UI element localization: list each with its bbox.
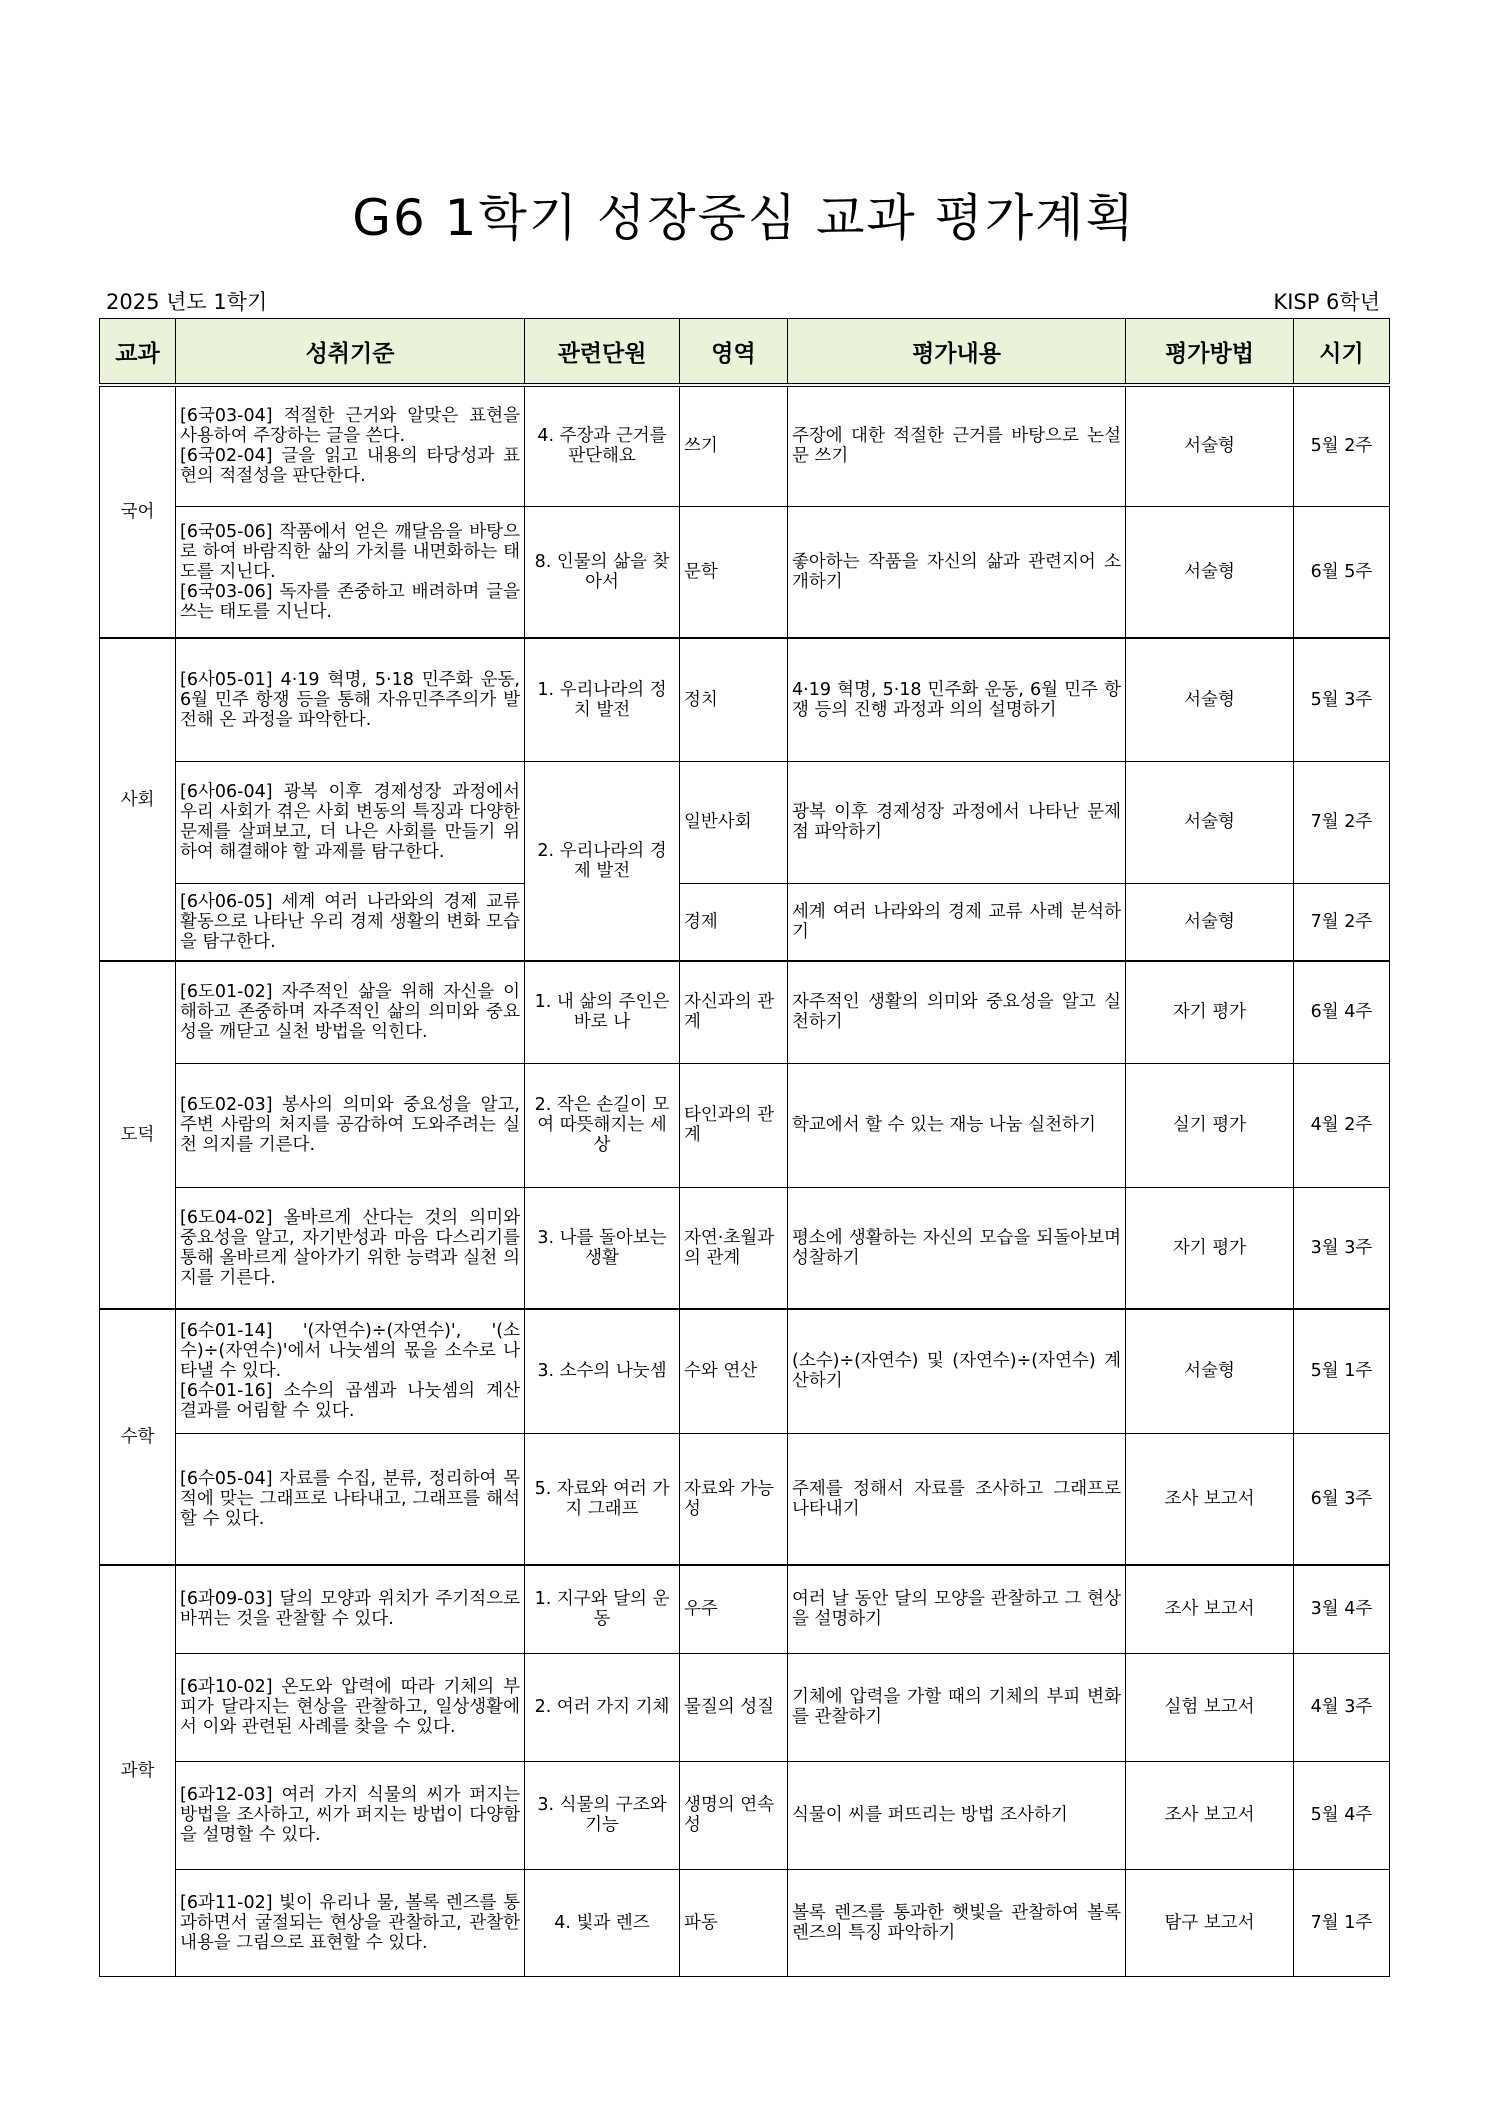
area-cell: 자신과의 관계 [680, 961, 788, 1063]
content-cell: 주장에 대한 적절한 근거를 바탕으로 논설문 쓰기 [788, 385, 1126, 506]
content-cell: 평소에 생활하는 자신의 모습을 되돌아보며 성찰하기 [788, 1187, 1126, 1309]
standard-cell: [6사06-05] 세계 여러 나라와의 경제 교류 활동으로 나타난 우리 경제 생활의 변화 모습을 탐구한다. [176, 883, 525, 961]
content-cell: 학교에서 할 수 있는 재능 나눔 실천하기 [788, 1063, 1126, 1187]
area-cell: 우주 [680, 1565, 788, 1653]
unit-cell: 8. 인물의 삶을 찾아서 [525, 506, 680, 638]
content-cell: 주제를 정해서 자료를 조사하고 그래프로 나타내기 [788, 1433, 1126, 1565]
method-cell: 조사 보고서 [1126, 1565, 1294, 1653]
table-row [100, 1761, 1390, 1869]
standard-cell: [6도02-03] 봉사의 의미와 중요성을 알고, 주변 사람의 처지를 공감하여 도와주려는 실천 의지를 기른다. [176, 1063, 525, 1187]
unit-cell: 3. 나를 돌아보는 생활 [525, 1187, 680, 1309]
method-cell: 서술형 [1126, 638, 1294, 761]
area-cell: 쓰기 [680, 385, 788, 506]
header-content: 평가내용 [788, 319, 1126, 386]
unit-cell: 5. 자료와 여러 가지 그래프 [525, 1433, 680, 1565]
method-cell: 서술형 [1126, 1309, 1294, 1433]
method-cell: 실기 평가 [1126, 1063, 1294, 1187]
method-cell: 서술형 [1126, 506, 1294, 638]
unit-cell: 1. 우리나라의 정치 발전 [525, 638, 680, 761]
table-row [100, 1063, 1390, 1187]
area-cell: 자연·초월과의 관계 [680, 1187, 788, 1309]
area-cell: 생명의 연속성 [680, 1761, 788, 1869]
standard-cell: [6과11-02] 빛이 유리나 물, 볼록 렌즈를 통과하면서 굴절되는 현상을 관찰하고, 관찰한 내용을 그림으로 표현할 수 있다. [176, 1869, 525, 1976]
area-cell: 경제 [680, 883, 788, 961]
area-cell: 타인과의 관계 [680, 1063, 788, 1187]
content-cell: 좋아하는 작품을 자신의 삶과 관련지어 소개하기 [788, 506, 1126, 638]
table-row [100, 883, 1390, 961]
standard-cell: [6사06-04] 광복 이후 경제성장 과정에서 우리 사회가 겪은 사회 변동의 특징과 다양한 문제를 살펴보고, 더 나은 사회를 만들기 위하여 해결해야 할 과제를 탐구한다. [176, 761, 525, 883]
method-cell: 서술형 [1126, 883, 1294, 961]
method-cell: 자기 평가 [1126, 1187, 1294, 1309]
method-cell: 조사 보고서 [1126, 1761, 1294, 1869]
time-cell: 5월 1주 [1294, 1309, 1390, 1433]
standard-cell: [6국03-04] 적절한 근거와 알맞은 표현을 사용하여 주장하는 글을 쓴다. [6국02-04] 글을 읽고 내용의 타당성과 표현의 적절성을 판단한다. [176, 385, 525, 506]
standard-cell: [6도04-02] 올바르게 산다는 것의 의미와 중요성을 알고, 자기반성과 마음 다스리기를 통해 올바르게 살아가기 위한 능력과 실천 의지를 기른다. [176, 1187, 525, 1309]
unit-cell: 3. 식물의 구조와 기능 [525, 1761, 680, 1869]
time-cell: 3월 3주 [1294, 1187, 1390, 1309]
subject-cell: 수학 [100, 1309, 176, 1565]
content-cell: 기체에 압력을 가할 때의 기체의 부피 변화를 관찰하기 [788, 1653, 1126, 1761]
unit-cell: 1. 내 삶의 주인은 바로 나 [525, 961, 680, 1063]
header-method: 평가방법 [1126, 319, 1294, 386]
area-cell: 파동 [680, 1869, 788, 1976]
standard-cell: [6도01-02] 자주적인 삶을 위해 자신을 이해하고 존중하며 자주적인 삶의 의미와 중요성을 깨닫고 실천 방법을 익힌다. [176, 961, 525, 1063]
unit-cell: 3. 소수의 나눗셈 [525, 1309, 680, 1433]
area-cell: 일반사회 [680, 761, 788, 883]
time-cell: 7월 2주 [1294, 761, 1390, 883]
method-cell: 서술형 [1126, 761, 1294, 883]
subject-cell: 사회 [100, 638, 176, 961]
subject-cell: 과학 [100, 1565, 176, 1976]
area-cell: 정치 [680, 638, 788, 761]
table-row [100, 638, 1390, 761]
content-cell: 자주적인 생활의 의미와 중요성을 알고 실천하기 [788, 961, 1126, 1063]
time-cell: 4월 3주 [1294, 1653, 1390, 1761]
table-row [100, 1187, 1390, 1309]
content-cell: 여러 날 동안 달의 모양을 관찰하고 그 현상을 설명하기 [788, 1565, 1126, 1653]
area-cell: 수와 연산 [680, 1309, 788, 1433]
evaluation-plan-table [99, 318, 1390, 1977]
time-cell: 7월 2주 [1294, 883, 1390, 961]
table-row [100, 1869, 1390, 1976]
method-cell: 서술형 [1126, 385, 1294, 506]
standard-cell: [6수05-04] 자료를 수집, 분류, 정리하여 목적에 맞는 그래프로 나타내고, 그래프를 해석할 수 있다. [176, 1433, 525, 1565]
area-cell: 물질의 성질 [680, 1653, 788, 1761]
time-cell: 6월 4주 [1294, 961, 1390, 1063]
standard-cell: [6과09-03] 달의 모양과 위치가 주기적으로 바뀌는 것을 관찰할 수 있다. [176, 1565, 525, 1653]
semester-label: 2025 년도 1학기 [106, 290, 268, 314]
area-cell: 문학 [680, 506, 788, 638]
table-row [100, 506, 1390, 638]
time-cell: 4월 2주 [1294, 1063, 1390, 1187]
table-row [100, 1653, 1390, 1761]
table-row [100, 761, 1390, 883]
method-cell: 자기 평가 [1126, 961, 1294, 1063]
table-row [100, 1433, 1390, 1565]
unit-cell: 2. 작은 손길이 모여 따뜻해지는 세상 [525, 1063, 680, 1187]
time-cell: 6월 3주 [1294, 1433, 1390, 1565]
subject-cell: 국어 [100, 385, 176, 638]
standard-cell: [6과10-02] 온도와 압력에 따라 기체의 부피가 달라지는 현상을 관찰하고, 일상생활에서 이와 관련된 사례를 찾을 수 있다. [176, 1653, 525, 1761]
table-row [100, 961, 1390, 1063]
time-cell: 6월 5주 [1294, 506, 1390, 638]
standard-cell: [6과12-03] 여러 가지 식물의 씨가 퍼지는 방법을 조사하고, 씨가 퍼지는 방법이 다양함을 설명할 수 있다. [176, 1761, 525, 1869]
content-cell: 4·19 혁명, 5·18 민주화 운동, 6월 민주 항쟁 등의 진행 과정과 의의 설명하기 [788, 638, 1126, 761]
method-cell: 탐구 보고서 [1126, 1869, 1294, 1976]
content-cell: 식물이 씨를 퍼뜨리는 방법 조사하기 [788, 1761, 1126, 1869]
time-cell: 7월 1주 [1294, 1869, 1390, 1976]
method-cell: 실험 보고서 [1126, 1653, 1294, 1761]
content-cell: 볼록 렌즈를 통과한 햇빛을 관찰하여 볼록 렌즈의 특징 파악하기 [788, 1869, 1126, 1976]
header-standard: 성취기준 [176, 319, 525, 386]
time-cell: 5월 4주 [1294, 1761, 1390, 1869]
subject-cell: 도덕 [100, 961, 176, 1309]
header-area: 영역 [680, 319, 788, 386]
page-title: G6 1학기 성장중심 교과 평가계획 [352, 189, 1136, 247]
method-cell: 조사 보고서 [1126, 1433, 1294, 1565]
table-row [100, 1565, 1390, 1653]
header-time: 시기 [1294, 319, 1390, 386]
area-cell: 자료와 가능성 [680, 1433, 788, 1565]
content-cell: 광복 이후 경제성장 과정에서 나타난 문제점 파악하기 [788, 761, 1126, 883]
standard-cell: [6사05-01] 4·19 혁명, 5·18 민주화 운동, 6월 민주 항쟁 등을 통해 자유민주주의가 발전해 온 과정을 파악한다. [176, 638, 525, 761]
content-cell: 세계 여러 나라와의 경제 교류 사례 분석하기 [788, 883, 1126, 961]
time-cell: 5월 3주 [1294, 638, 1390, 761]
unit-cell: 2. 우리나라의 경제 발전 [525, 761, 680, 961]
table-row [100, 1309, 1390, 1433]
time-cell: 3월 4주 [1294, 1565, 1390, 1653]
content-cell: (소수)÷(자연수) 및 (자연수)÷(자연수) 계산하기 [788, 1309, 1126, 1433]
time-cell: 5월 2주 [1294, 385, 1390, 506]
school-grade-label: KISP 6학년 [1273, 290, 1380, 314]
header-row [100, 319, 1390, 386]
standard-cell: [6수01-14] '(자연수)÷(자연수)', '(소수)÷(자연수)'에서 나눗셈의 몫을 소수로 나타낼 수 있다. [6수01-16] 소수의 곱셈과 나눗셈의 계산 결과를 어림할 수 있다. [176, 1309, 525, 1433]
unit-cell: 4. 빛과 렌즈 [525, 1869, 680, 1976]
unit-cell: 4. 주장과 근거를 판단해요 [525, 385, 680, 506]
unit-cell: 2. 여러 가지 기체 [525, 1653, 680, 1761]
header-unit: 관련단원 [525, 319, 680, 386]
standard-cell: [6국05-06] 작품에서 얻은 깨달음을 바탕으로 하여 바람직한 삶의 가치를 내면화하는 태도를 지닌다. [6국03-06] 독자를 존중하고 배려하며 글을 쓰는 태도를 지닌다. [176, 506, 525, 638]
table-row [100, 385, 1390, 506]
unit-cell: 1. 지구와 달의 운동 [525, 1565, 680, 1653]
header-subject: 교과 [100, 319, 176, 386]
